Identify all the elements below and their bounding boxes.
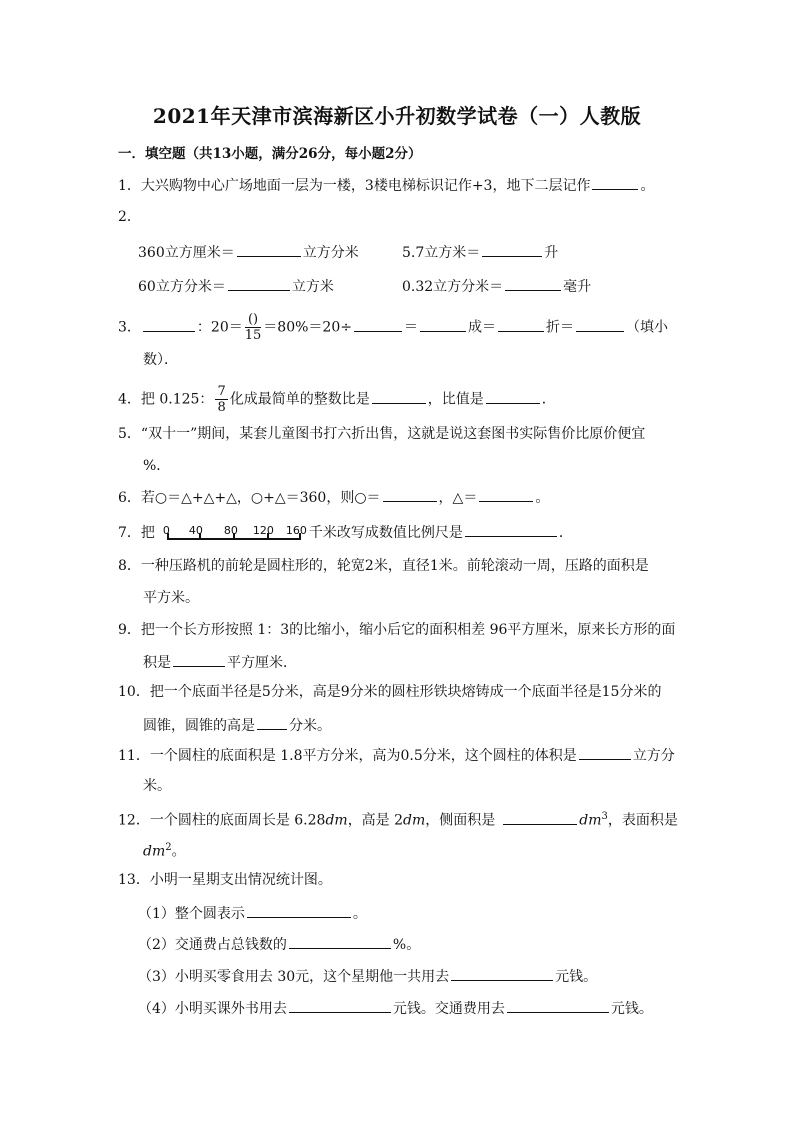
question-2-row-2 [138, 275, 334, 297]
q9-text: 平方厘米． [227, 655, 297, 671]
answer-blank[interactable] [505, 275, 561, 291]
answer-blank[interactable] [257, 714, 287, 730]
q2a-unit: 立方分米 [302, 245, 359, 261]
ruler-label: 120 [252, 524, 274, 537]
question-11-cont: 米。 [143, 778, 171, 794]
question-1-text: 1．大兴购物中心广场地面一层为一楼，3楼电梯标识记作+3，地下二层记作 [118, 178, 591, 194]
question-7 [118, 521, 573, 543]
question-13: 13．小明一星期支出情况统计图。 [118, 872, 332, 888]
question-2-row-1 [138, 241, 359, 263]
answer-blank[interactable] [420, 316, 466, 332]
q13-text: 。 [352, 906, 367, 922]
question-13-part-2 [138, 933, 420, 955]
question-10: 10．把一个底面半径是5分米，高是9分米的圆柱形铁块熔铸成一个底面半径是15分米的 [118, 684, 662, 700]
question-12 [118, 807, 678, 831]
question-5: 5．“双十一”期间，某套儿童图书打六折出售，这就是说这套图书实际售价比原价便宜 [118, 426, 646, 442]
ruler-label: 160 [285, 524, 307, 537]
question-13-part-1 [138, 902, 367, 924]
q4-text: ，比值是 [427, 391, 484, 408]
question-2-row-2b [402, 275, 591, 297]
answer-blank[interactable] [354, 316, 402, 332]
answer-blank[interactable] [173, 651, 225, 667]
answer-blank[interactable] [503, 809, 577, 825]
answer-blank[interactable] [479, 486, 533, 502]
q4-text: 4．把 0.125： [118, 391, 214, 408]
q6-text: 。 [535, 490, 550, 506]
section-heading: 一．填空题（共13小题，满分26分，每小题2分） [118, 146, 422, 162]
q2d-text: 0.32立方分米＝ [402, 279, 504, 295]
question-2-row-1b [402, 241, 558, 263]
ruler-label: 80 [223, 524, 238, 537]
q13-text: %。 [392, 937, 421, 953]
unit-dm: dm [579, 812, 602, 829]
fraction-denominator: 8 [217, 400, 226, 415]
punct: 。 [640, 178, 655, 194]
q3-text: 成＝ [467, 319, 496, 336]
question-13-part-3 [138, 965, 597, 987]
q3-text: ：20＝ [196, 319, 243, 336]
q11-text: 立方分 [632, 748, 675, 764]
question-1 [118, 174, 654, 196]
answer-blank[interactable] [576, 316, 624, 332]
q2d-unit: 毫升 [563, 279, 592, 295]
question-8-cont: 平方米。 [143, 590, 199, 606]
question-2-number: 2． [118, 209, 141, 225]
q2c-unit: 立方米 [291, 279, 334, 295]
question-3-cont: 数）． [143, 352, 178, 368]
answer-blank[interactable] [247, 902, 351, 918]
fraction [245, 312, 262, 343]
q7-text: 7．把 [118, 525, 155, 541]
question-6 [118, 486, 549, 508]
q12-text: ，侧面积是 [425, 812, 496, 829]
exponent: 3 [601, 811, 608, 822]
q2b-text: 5.7立方米＝ [402, 245, 481, 261]
answer-blank[interactable] [289, 997, 391, 1013]
q3-number: 3． [118, 319, 141, 336]
q13-text: 元钱。 [610, 1001, 653, 1017]
question-8: 8．一种压路机的前轮是圆柱形的，轮宽2米，直径1米。前轮滚动一周，压路的面积是 [118, 558, 649, 574]
answer-blank[interactable] [579, 744, 631, 760]
unit-dm: dm [143, 843, 166, 860]
q9-text: 积是 [143, 655, 171, 671]
q13-text: （2）交通费占总钱数的 [138, 937, 287, 953]
fraction-numerator: () [245, 312, 262, 328]
question-3 [118, 312, 668, 343]
answer-blank[interactable] [289, 933, 391, 949]
ruler-unit: 千米 [308, 525, 337, 541]
question-9: 9．把一个长方形按照 1：3的比缩小，缩小后它的面积相差 96平方厘米，原来长方形的面 [118, 622, 676, 638]
answer-blank[interactable] [143, 316, 195, 332]
answer-blank[interactable] [592, 174, 638, 190]
fraction [215, 384, 227, 415]
q3-text: ＝80%＝20÷ [263, 319, 352, 336]
q11-text: 11．一个圆柱的底面积是 1.8平方分米，高为0.5分米，这个圆柱的体积是 [118, 748, 577, 764]
answer-blank[interactable] [486, 388, 540, 404]
q13-text: （3）小明买零食用去 30元，这个星期他一共用去 [138, 969, 450, 985]
q2c-text: 60立方分米＝ [138, 279, 226, 295]
unit-dm: dm [403, 812, 426, 829]
question-5-cont: %． [143, 458, 171, 474]
q6-text: 6．若○＝△+△+△，○+△＝360，则○＝ [118, 490, 381, 506]
answer-blank[interactable] [372, 388, 426, 404]
answer-blank[interactable] [451, 965, 553, 981]
page-title: 2021年天津市滨海新区小升初数学试卷（一）人教版 [152, 104, 642, 128]
q12-text: ，高是 2 [347, 812, 404, 829]
ruler-label: 0 [162, 524, 170, 537]
q13-text: （1）整个圆表示 [138, 906, 245, 922]
answer-blank[interactable] [482, 241, 542, 257]
q3-text: ＝ [403, 319, 418, 336]
answer-blank[interactable] [465, 521, 557, 537]
question-13-part-4 [138, 997, 653, 1019]
answer-blank[interactable] [383, 486, 437, 502]
question-4 [118, 384, 556, 415]
line-scale-ruler [159, 523, 305, 543]
q4-text: 化成最简单的整数比是 [229, 391, 370, 408]
q3-text: 折＝ [545, 319, 574, 336]
answer-blank[interactable] [228, 275, 290, 291]
q2b-unit: 升 [544, 245, 559, 261]
q7-text: ． [558, 525, 573, 541]
q10-text: 分米。 [289, 718, 331, 734]
ruler-label: 40 [188, 524, 203, 537]
fraction-denominator: 15 [244, 328, 262, 343]
q3-text: （填小 [625, 319, 668, 336]
question-12-cont [143, 838, 186, 862]
question-10-cont [143, 714, 331, 736]
question-11 [118, 744, 675, 766]
unit-dm: dm [325, 812, 348, 829]
question-9-cont [143, 651, 297, 673]
q10-text: 圆锥，圆锥的高是 [143, 718, 255, 734]
q12-text: 12．一个圆柱的底面周长是 6.28 [118, 812, 326, 829]
q6-text: ，△＝ [438, 490, 478, 506]
q13-text: （4）小明买课外书用去 [138, 1001, 287, 1017]
answer-blank[interactable] [498, 316, 544, 332]
exponent: 2 [165, 842, 172, 853]
q7-text: 改写成数值比例尺是 [336, 525, 463, 541]
q13-text: 元钱。 [555, 969, 598, 985]
q2a-text: 360立方厘米＝ [138, 245, 235, 261]
answer-blank[interactable] [507, 997, 609, 1013]
fraction-numerator: 7 [217, 384, 226, 399]
q12-text: ，表面积是 [607, 812, 678, 829]
q4-text: ． [541, 391, 556, 408]
answer-blank[interactable] [237, 241, 301, 257]
q12-text: 。 [171, 843, 186, 860]
q13-text: 元钱。交通费用去 [392, 1001, 505, 1017]
